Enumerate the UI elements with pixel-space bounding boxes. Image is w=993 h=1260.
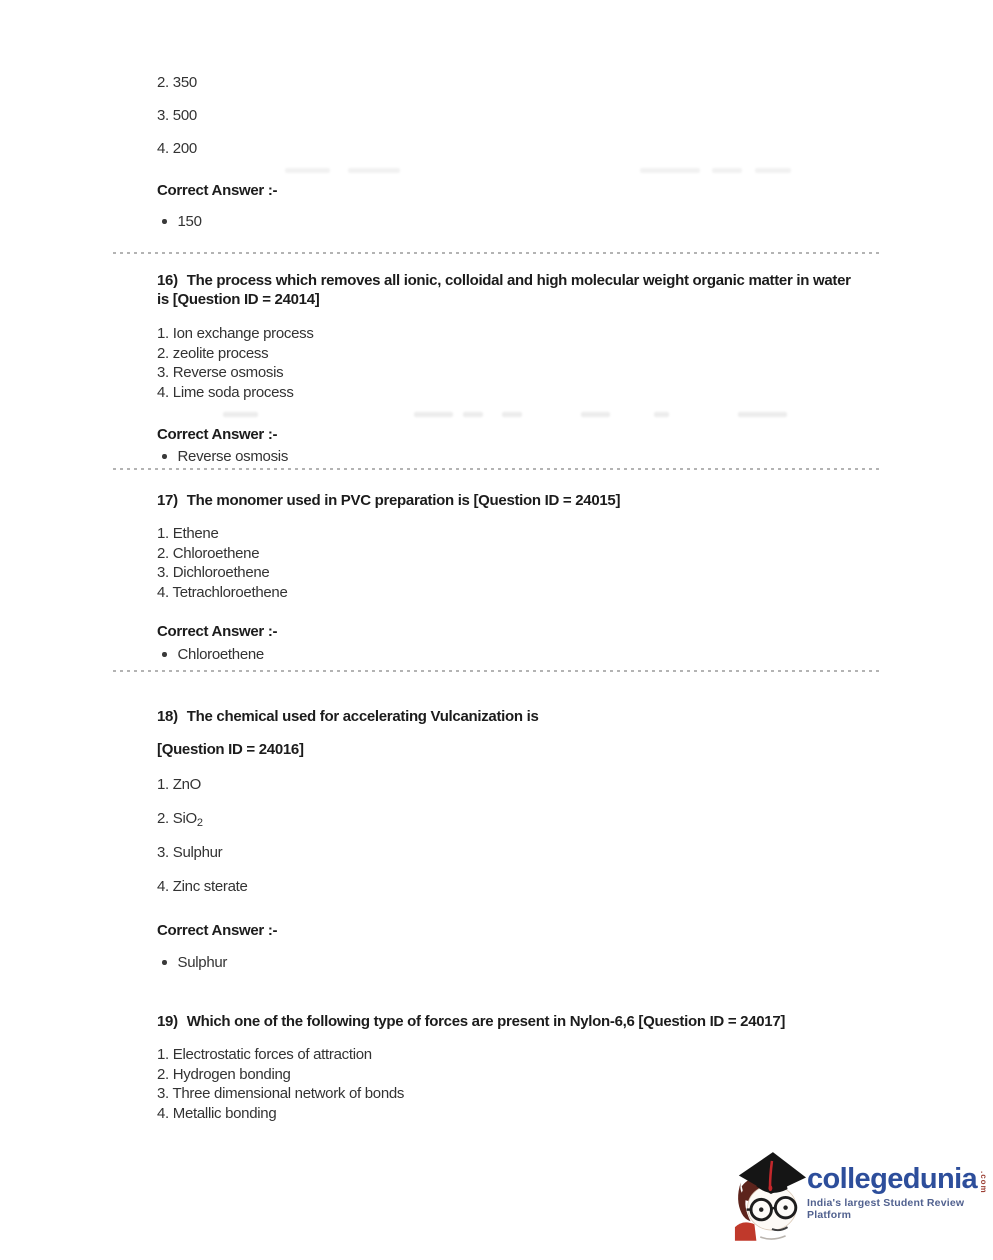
option-item: 2. SiO$_2$ [157,810,204,829]
question-title: The monomer used in PVC preparation is [Question ID = 24015] [186,492,621,509]
correct-answer-label: Correct Answer :- [157,182,278,199]
section-divider [113,670,883,672]
answer-text: 150 [177,213,202,230]
option-item: 2. 350 [157,74,197,91]
options-list [157,524,857,602]
options-list [157,73,857,159]
subscript: 2 [196,817,204,829]
answer-text: Sulphur [177,954,228,971]
question-heading [157,271,857,309]
question-id: [Question ID = 24016] [157,741,304,758]
option-item: 3. Dichloroethene [157,564,270,581]
brand-tagline: India's largest Student Review Platform [807,1197,965,1221]
answer-row [162,448,857,465]
question-block-19 [157,1012,857,1123]
bullet-icon [162,652,167,657]
option-item: 3. Reverse osmosis [157,364,284,381]
question-block-16 [157,271,857,465]
question-title: The chemical used for accelerating Vulcanization is [186,708,539,725]
option-item: 4. Zinc sterate [157,878,248,895]
bullet-icon [162,960,167,965]
question-block-18 [157,707,857,971]
question-heading [157,1012,857,1031]
option-item: 2. Chloroethene [157,544,260,562]
scan-artifact-row [157,168,857,173]
option-item: 1. ZnO [157,776,202,793]
question-title: Which one of the following type of forces are present in Nylon-6,6 [Question ID = 24017] [186,1013,786,1030]
question-block-17 [157,491,857,663]
option-item: 3. Three dimensional network of bonds [157,1085,405,1102]
graduate-mascot-icon [733,1148,807,1242]
option-item: 4. Metallic bonding [157,1104,277,1122]
option-item: 2. zeolite process [157,344,269,362]
options-list [157,775,857,898]
bullet-icon [162,454,167,459]
section-divider [113,252,883,254]
option-item: 2. Hydrogen bonding [157,1065,291,1083]
question-title: The process which removes all ionic, colloidal and high molecular weight organic matter in water is [Question ID = 24014] [157,272,851,308]
document-content [157,73,857,1123]
answer-row [162,213,857,230]
question-number: 19) [157,1013,178,1030]
option-item: 1. Electrostatic forces of attraction [157,1046,372,1063]
question-block-previous [157,73,857,230]
bullet-icon [162,219,167,224]
option-item: 4. Lime soda process [157,383,294,401]
question-heading [157,707,857,726]
answer-row [162,954,857,971]
question-number: 17) [157,492,178,509]
correct-answer-label: Correct Answer :- [157,426,278,443]
collegedunia-logo [733,1148,993,1242]
brand-suffix: .com [979,1171,989,1194]
question-heading [157,491,857,510]
options-list [157,324,857,402]
option-item: 1. Ethene [157,525,219,542]
answer-text: Reverse osmosis [177,448,289,465]
scan-artifact-row [157,412,857,417]
section-divider [113,468,883,470]
answer-row [162,646,857,663]
answer-text: Chloroethene [177,646,264,663]
option-item: 4. 200 [157,140,197,157]
options-list [157,1045,857,1123]
option-item: 3. Sulphur [157,844,223,861]
option-item: 1. Ion exchange process [157,325,314,342]
option-item: 4. Tetrachloroethene [157,583,288,601]
question-number: 18) [157,708,178,725]
logo-text [807,1164,993,1242]
correct-answer-label: Correct Answer :- [157,623,278,640]
correct-answer-label: Correct Answer :- [157,922,278,939]
option-item: 3. 500 [157,107,197,124]
brand-text: collegedunia [807,1163,978,1195]
question-number: 16) [157,272,178,289]
